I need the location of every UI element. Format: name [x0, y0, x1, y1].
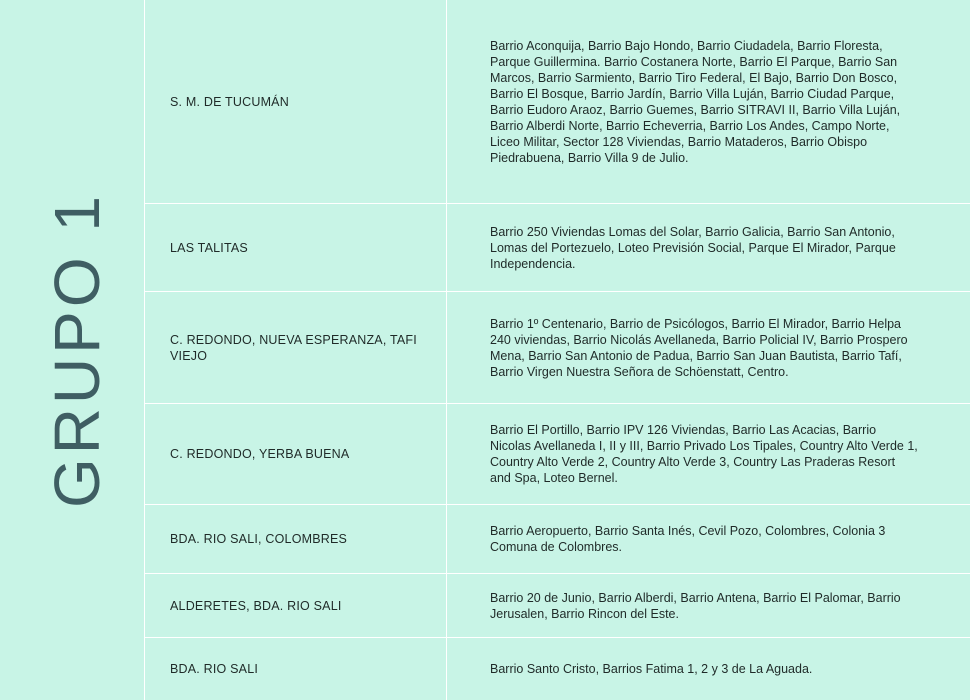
- group-column: [0, 0, 145, 700]
- city-cell: BDA. RIO SALI, COLOMBRES: [145, 505, 447, 573]
- barrios-cell: Barrio Aconquija, Barrio Bajo Hondo, Barrio Ciudadela, Barrio Floresta, Parque Guillermina. Barrio Costanera Norte, Barrio El Parque, Barrio San Marcos, Barrio Sarmiento, Barrio Tiro Federal, El Bajo, Barrio Don Bosco, Barrio El Bosque, Barrio Jardín, Barrio Villa Luján, Barrio Ciudad Parque, Barrio Eudoro Araoz, Barrio Guemes, Barrio SITRAVI II, Barrio Villa Luján, Barrio Alberdi Norte, Barrio Echeverria, Barrio Los Andes, Campo Norte, Liceo Militar, Sector 128 Viviendas, Barrio Mataderos, Barrio Obispo Piedrabuena, Barrio Villa 9 de Julio.: [490, 38, 901, 165]
- city-cell: S. M. DE TUCUMÁN: [145, 0, 447, 203]
- table-row: [145, 638, 970, 700]
- barrios-cell: Barrio 1º Centenario, Barrio de Psicólogos, Barrio El Mirador, Barrio Helpa 240 viviendas, Barrio Nicolás Avellaneda, Barrio Policial IV, Barrio Prospero Mena, Barrio San Antonio de Padua, Barrio San Juan Bautista, Barrio Tafí, Barrio Virgen Nuestra Señora de Schöenstatt, Centro.: [490, 316, 908, 379]
- barrios-cell: Barrio Aeropuerto, Barrio Santa Inés, Cevil Pozo, Colombres, Colonia 3 Comuna de Colombres.: [490, 524, 886, 554]
- group-label: GRUPO 1: [41, 191, 113, 509]
- barrios-cell: Barrio El Portillo, Barrio IPV 126 Viviendas, Barrio Las Acacias, Barrio Nicolas Avellaneda I, II y III, Barrio Privado Los Tipales, Country Alto Verde 1, Country Alto Verde 2, Country Alto Verde 3, Country Las Praderas Resort and Spa, Loteo Bernel.: [490, 423, 918, 485]
- table-row: [145, 204, 970, 292]
- neighborhood-table: [145, 0, 970, 700]
- table-row: [145, 292, 970, 404]
- city-cell: C. REDONDO, YERBA BUENA: [145, 404, 447, 504]
- table-row: [145, 505, 970, 574]
- table-row: [145, 0, 970, 204]
- city-cell: ALDERETES, BDA. RIO SALI: [145, 574, 447, 637]
- barrios-cell: Barrio 250 Viviendas Lomas del Solar, Barrio Galicia, Barrio San Antonio, Lomas del Portezuelo, Loteo Previsión Social, Parque El Mirador, Parque Independencia.: [490, 224, 896, 271]
- table-row: [145, 574, 970, 638]
- city-cell: LAS TALITAS: [145, 204, 447, 291]
- city-cell: BDA. RIO SALI: [145, 638, 447, 700]
- barrios-cell: Barrio 20 de Junio, Barrio Alberdi, Barrio Antena, Barrio El Palomar, Barrio Jerusalen, Barrio Rincon del Este.: [490, 590, 901, 621]
- barrios-cell: Barrio Santo Cristo, Barrios Fatima 1, 2 y 3 de La Aguada.: [490, 662, 813, 676]
- table-row: [145, 404, 970, 505]
- city-cell: C. REDONDO, NUEVA ESPERANZA, TAFI VIEJO: [145, 292, 447, 403]
